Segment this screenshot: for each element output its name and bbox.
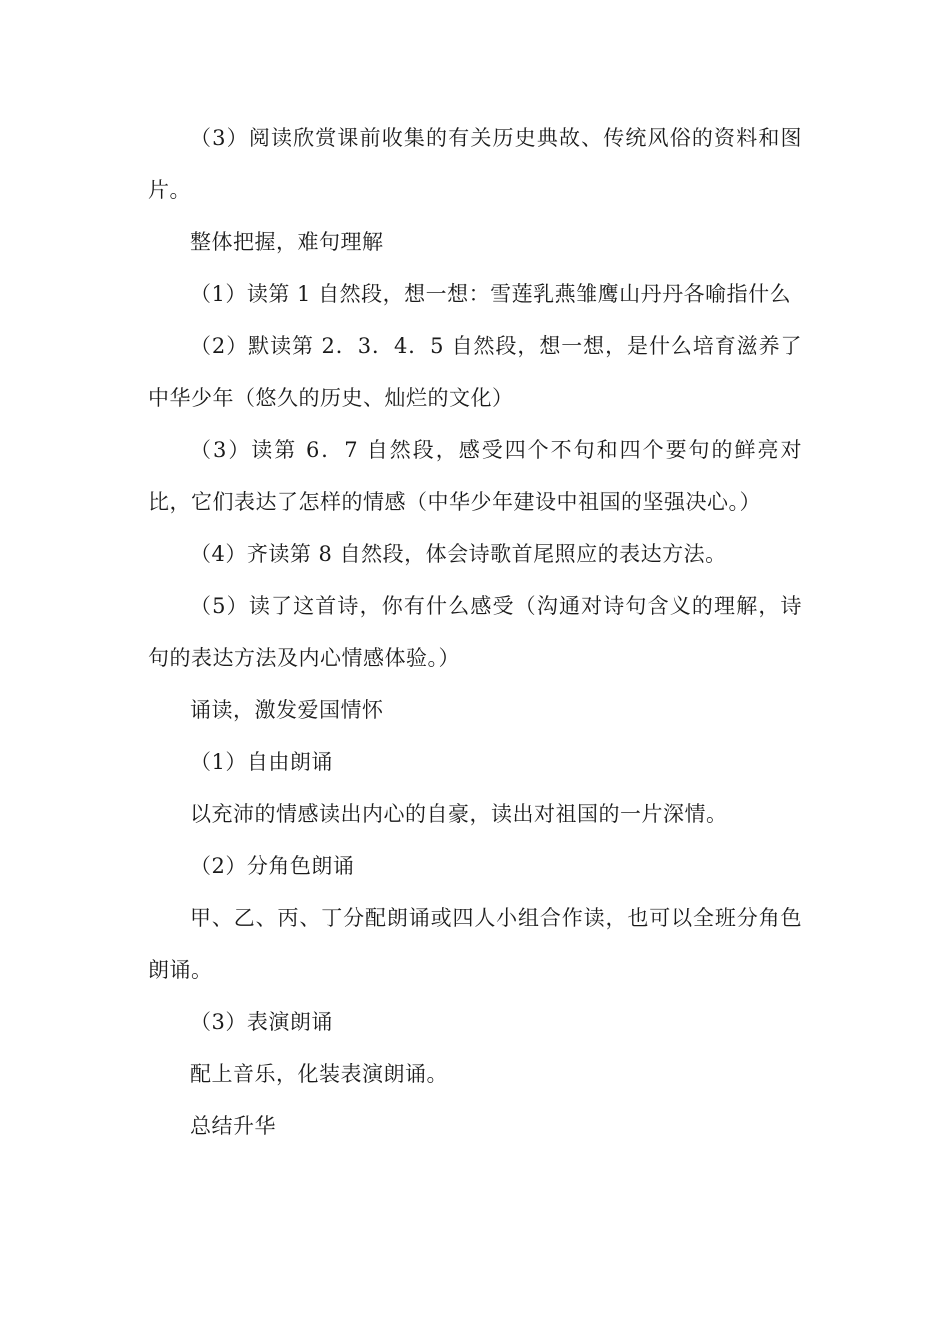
document-body: [148, 112, 802, 1152]
paragraph-performance-recitation-detail: 配上音乐，化装表演朗诵。: [190, 1062, 448, 1086]
heading-overall-grasp: 整体把握，难句理解: [190, 230, 384, 254]
paragraph-role-recitation: （2）分角色朗诵: [190, 854, 355, 878]
paragraph-step-5: （5）读了这首诗，你有什么感受（沟通对诗句含义的理解，诗句的表达方法及内心情感体验。）: [148, 594, 802, 670]
paragraph-step-4: （4）齐读第 8 自然段，体会诗歌首尾照应的表达方法。: [190, 542, 727, 566]
heading-recitation: 诵读，激发爱国情怀: [190, 698, 384, 722]
paragraph-reading-materials: （3）阅读欣赏课前收集的有关历史典故、传统风俗的资料和图片。: [148, 126, 802, 202]
paragraph-free-recitation-detail: 以充沛的情感读出内心的自豪，读出对祖国的一片深情。: [190, 802, 728, 826]
paragraph-step-1: （1）读第 1 自然段，想一想：雪莲乳燕雏鹰山丹丹各喻指什么: [190, 282, 792, 306]
paragraph-performance-recitation: （3）表演朗诵: [190, 1010, 333, 1034]
heading-summary: 总结升华: [190, 1114, 276, 1138]
paragraph-step-3: （3）读第 6．7 自然段，感受四个不句和四个要句的鲜亮对比，它们表达了怎样的情感（中华少年建设中祖国的坚强决心。）: [148, 438, 802, 514]
paragraph-step-2: （2）默读第 2．3．4．5 自然段，想一想，是什么培育滋养了中华少年（悠久的历史、灿烂的文化）: [148, 334, 802, 410]
paragraph-free-recitation: （1）自由朗诵: [190, 750, 333, 774]
paragraph-role-recitation-detail: 甲、乙、丙、丁分配朗诵或四人小组合作读，也可以全班分角色朗诵。: [148, 906, 802, 982]
